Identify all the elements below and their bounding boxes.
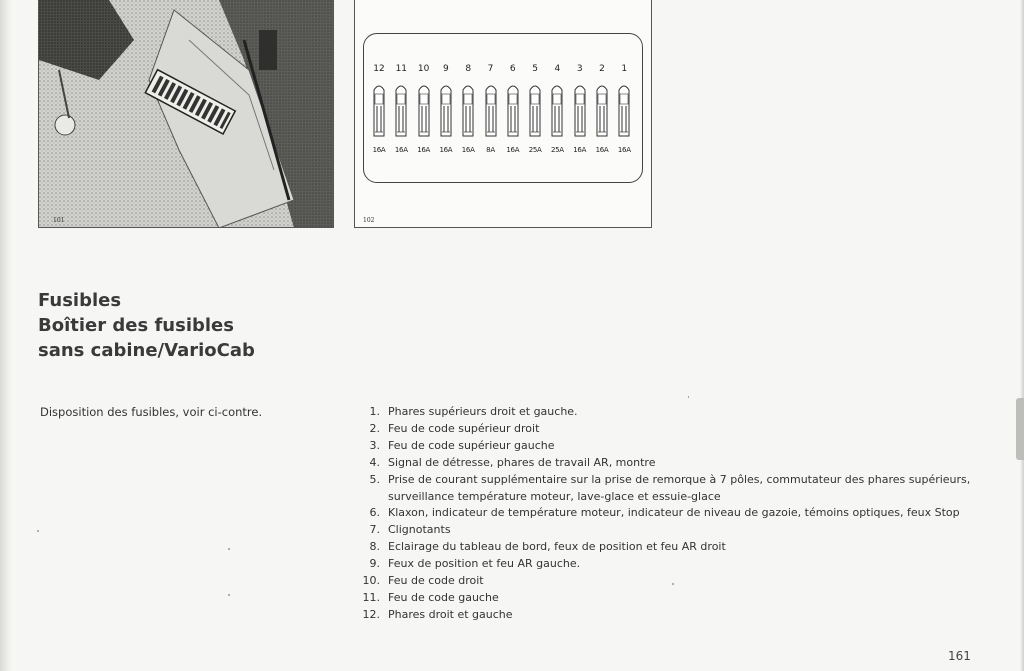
list-item-text: Phares supérieurs droit et gauche. [388,405,578,418]
list-item [358,404,983,421]
list-item [358,472,983,506]
fuse-rating-label: 16A [372,146,386,154]
fuse-6 [503,64,523,159]
fuse-body-icon [394,82,408,137]
list-item-number: 12. [362,607,380,621]
fuse-3 [570,64,590,159]
fuse-rating-label: 16A [461,146,475,154]
fuse-11 [391,64,411,159]
heading-line-3: sans cabine/VarioCab [38,340,255,361]
fuse-number-label: 1 [621,64,628,74]
list-item-number: 8. [369,540,380,554]
list-item-number: 7. [369,523,380,537]
list-item-number: 5. [369,472,380,486]
list-item-number: 6. [369,506,380,520]
list-item-text: Klaxon, indicateur de température moteur, indicateur de niveau de gazoie, témoins optiques, feux Stop [388,506,960,520]
figure-number: 102 [363,217,375,224]
list-item-number: 2. [369,421,380,435]
list-item-number: 3. [369,438,380,452]
scan-speck [688,396,689,398]
fuse-1 [614,64,634,159]
fuse-2 [592,64,612,159]
fuse-rating-label: 16A [439,146,453,154]
fuse-row [369,64,639,159]
fuse-body-icon [417,82,431,137]
list-item [358,438,983,455]
fuse-body-icon [439,82,453,137]
page-edge-right [1020,0,1024,671]
fuse-box-diagram [354,0,652,228]
fuse-7 [481,64,501,159]
list-item-number: 4. [369,455,380,469]
list-item [358,421,983,438]
list-item [358,556,983,573]
figure-number: 101 [53,217,65,224]
fuse-body-icon [484,82,498,137]
fuse-number-label: 12 [373,64,385,74]
fuse-rating-label: 16A [417,146,430,154]
fuse-rating-label: 25A [550,146,564,154]
list-item-text: Feux de position et feu AR gauche. [388,557,581,571]
fuse-rating-label: 16A [506,146,520,154]
fuse-4 [547,64,567,159]
fuse-number-label: 9 [443,64,449,74]
fuse-list [358,404,983,624]
fuse-8 [458,64,478,159]
scroll-tab[interactable] [1016,398,1024,460]
list-item-text: Feu de code gauche [388,590,499,604]
scan-speck [228,548,230,550]
list-item-number: 11. [362,590,380,604]
list-item-text: Clignotants [388,523,451,537]
fuse-number-label: 4 [554,64,561,74]
fuse-body-icon [617,82,631,137]
fuse-body-icon [506,82,520,137]
fuse-10 [414,64,434,159]
section-heading [38,288,255,363]
fuse-rating-label: 16A [595,146,609,154]
intro-text: Disposition des fusibles, voir ci-contre. [40,405,263,419]
fuse-body-icon [528,82,542,137]
fuse-number-label: 11 [395,64,408,74]
fuse-rating-label: 16A [573,146,587,154]
list-item [358,590,983,607]
list-item [358,455,983,472]
scan-speck [37,530,39,532]
fuse-12 [369,64,389,159]
fuse-number-label: 6 [509,64,516,74]
list-item [358,573,983,590]
fuse-body-icon [595,82,609,137]
list-item [358,539,983,556]
fuse-number-label: 3 [576,64,583,74]
page-edge-shadow [0,0,12,671]
fuse-rating-label: 8A [486,146,495,154]
list-item [358,522,983,539]
list-item-text: Feu de code droit [388,574,484,588]
fuse-body-icon [461,82,475,137]
heading-line-1: Fusibles [38,290,122,311]
fuse-number-label: 2 [599,64,605,74]
fuse-9 [436,64,456,159]
fuse-body-icon [573,82,587,137]
fuse-box-photo [38,0,334,228]
list-item [358,505,983,522]
fuse-rating-label: 16A [394,146,408,154]
list-item-text: Prise de courant supplémentaire sur la prise de remorque à 7 pôles, commutateur des phares supérieurs, surveillance température moteur, lave-glace et essuie-glace [388,472,971,503]
fuse-5 [525,64,545,159]
scan-speck [672,583,674,585]
scan-speck [228,594,230,596]
fuse-number-label: 8 [465,64,472,74]
list-item-number: 10. [362,574,380,588]
fuse-body-icon [550,82,564,137]
fuse-body-icon [372,82,386,137]
list-item-text: Eclairage du tableau de bord, feux de position et feu AR droit [388,540,726,554]
list-item [358,607,983,624]
list-item-text: Phares droit et gauche [388,607,513,621]
fuse-rating-label: 16A [617,146,631,154]
fuse-number-label: 10 [417,64,430,74]
list-item-text: Feu de code supérieur droit [388,421,540,435]
list-item-number: 1. [369,405,380,418]
list-item-text: Signal de détresse, phares de travail AR, montre [388,455,656,469]
heading-line-2: Boîtier des fusibles [38,315,234,336]
fuse-number-label: 7 [487,64,494,74]
list-item-text: Feu de code supérieur gauche [388,438,555,452]
list-item-number: 9. [369,557,380,571]
fuse-number-label: 5 [532,64,538,74]
page-number: 161 [948,649,971,663]
fuse-rating-label: 25A [528,146,542,154]
